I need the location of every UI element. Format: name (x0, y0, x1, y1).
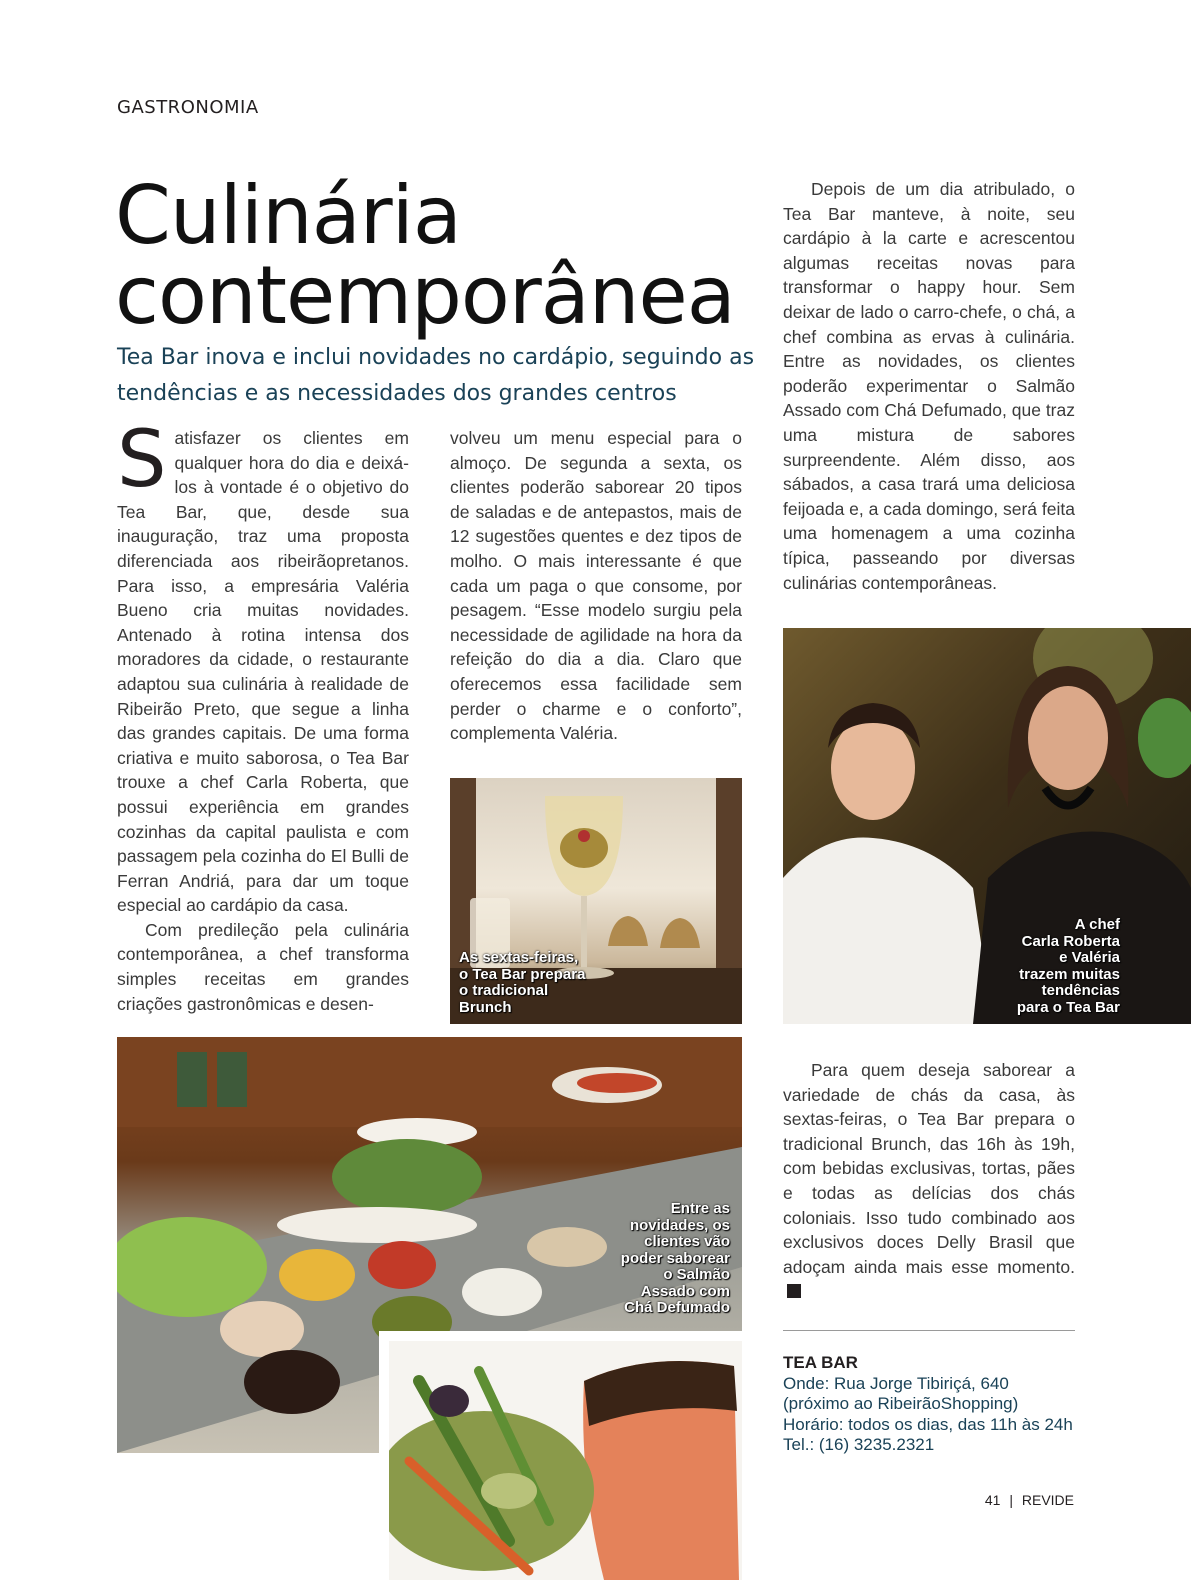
paragraph-1 (117, 415, 409, 918)
caption-line: As sextas-feiras, (459, 949, 579, 966)
paragraph-3: Depois de um dia atribulado, o Tea Bar manteve, à noite, seu cardápio à la carte e acrescentou algumas receitas novas para transformar o happy hour. Sem deixar de lado o carro-chefe, o chá, a chef combina as ervas à culinária. Entre as novidades, os clientes poderão experimentar o Salmão Assado com Chá Defumado, que traz uma mistura de sabores surpreendente. Além disso, aos sábados, a casa trará uma deliciosa feijoada e, a cada domingo, será feita uma homenagem a uma cozinha típica, passeando por diversas culinárias contemporâneas. (783, 179, 1075, 593)
venue-name: TEA BAR (783, 1353, 858, 1372)
caption-line: para o Tea Bar (1016, 998, 1120, 1016)
section-label: GASTRONOMIA (117, 97, 259, 118)
end-of-article-icon (787, 1284, 801, 1298)
caption-line: novidades, os (629, 1216, 730, 1234)
article-title-line1: Culinária (115, 169, 461, 262)
caption-line: Carla Roberta (1021, 932, 1120, 950)
buffet-caption (621, 1201, 730, 1317)
caption-line: Assado com (640, 1282, 730, 1300)
paragraph-4-text: Para quem deseja saborear a variedade de chás da casa, às sextas-feiras, o Tea Bar prepara o tradicional Brunch, das 16h às 19h, com bebidas exclusivas, tortas, pães e todas as delícias dos chás coloniais. Isso tudo combinado aos exclusivos doces Delly Brasil que adoçam ainda mais esse momento. (783, 1060, 1075, 1277)
text-column-3 (783, 177, 1075, 595)
article-subtitle: Tea Bar inova e inclui novidades no cardápio, seguindo as tendências e as necessidades dos grandes centros (117, 345, 755, 406)
paragraph-4 (783, 1058, 1075, 1304)
drop-cap: S (117, 415, 167, 505)
caption-line: Brunch (459, 998, 512, 1016)
text-column-4 (783, 1058, 1075, 1304)
paragraph-1-text: atisfazer os clientes em qualquer hora do dia e deixá-los à vontade é o objetivo do Tea Bar, que, desde sua inauguração, traz uma proposta diferenciada aos ribeirãopretanos. Para isso, a empresária Valéria Bueno cria muitas novidades. Antenado à rotina intensa dos moradores da cidade, o restaurante adaptou sua culinária à realidade de Ribeirão Preto, que segue a linha das grandes capitais. De uma forma criativa e muito saborosa, o Tea Bar trouxe a chef Carla Roberta, que possui experiência em grandes cozinhas da capital paulista e com passagem pela cozinha do El Bulli de Ferran Andriá, para dar um toque especial ao cardápio da casa. (117, 428, 409, 916)
text-column-1 (117, 415, 409, 1016)
caption-line: o Salmão (663, 1266, 730, 1283)
chefs-photo (783, 628, 1191, 1024)
caption-line: Entre as (670, 1200, 730, 1217)
salmon-illustration (389, 1341, 742, 1580)
salmon-photo (379, 1331, 742, 1580)
footer-separator: | (1009, 1492, 1013, 1508)
text-column-2 (450, 426, 742, 746)
caption-line: o Tea Bar prepara (459, 965, 586, 983)
page-footer (985, 1492, 1074, 1508)
paragraph-2: Com predileção pela culinária contemporânea, a chef transforma simples receitas em grandes criações gastronômicas e desen- (117, 919, 409, 1014)
caption-line: trazem muitas (1019, 965, 1120, 983)
caption-line: clientes vão (644, 1233, 730, 1250)
article-title-line2: contemporânea (115, 249, 735, 342)
page-number: 41 (984, 1492, 1001, 1508)
caption-line: A chef (1074, 916, 1120, 933)
venue-phone: Tel.: (16) 3235.2321 (783, 1435, 935, 1454)
caption-line: o tradicional (459, 982, 549, 999)
venue-hours: Horário: todos os dias, das 11h às 24h (783, 1414, 1073, 1434)
chefs-caption (1017, 917, 1120, 1016)
venue-address: Onde: Rua Jorge Tibiriçá, 640 (783, 1373, 1009, 1393)
magazine-name: REVIDE (1021, 1492, 1074, 1508)
caption-line: Chá Defumado (624, 1299, 730, 1316)
info-box (783, 1353, 1103, 1456)
venue-address-note: (próximo ao RibeirãoShopping) (783, 1394, 1019, 1413)
caption-line: poder saborear (620, 1249, 730, 1267)
caption-line: e Valéria (1059, 949, 1120, 966)
paragraph-2-continued: volveu um menu especial para o almoço. De segunda a sexta, os clientes poderão saborear 20 tipos de saladas e de antepastos, mais de 12 sugestões quentes e dez tipos de molho. O mais interessante é que cada um paga o que consome, por pesagem. “Esse modelo surgiu pela necessidade de agilidade na hora da refeição do dia a dia. Claro que oferecemos essa facilidade sem perder o charme e o conforto”, complementa Valéria. (450, 428, 742, 744)
divider (783, 1330, 1075, 1331)
chefs-illustration (783, 628, 1191, 1024)
brunch-caption (459, 950, 585, 1016)
caption-line: tendências (1041, 982, 1120, 999)
brunch-photo (450, 778, 742, 1024)
